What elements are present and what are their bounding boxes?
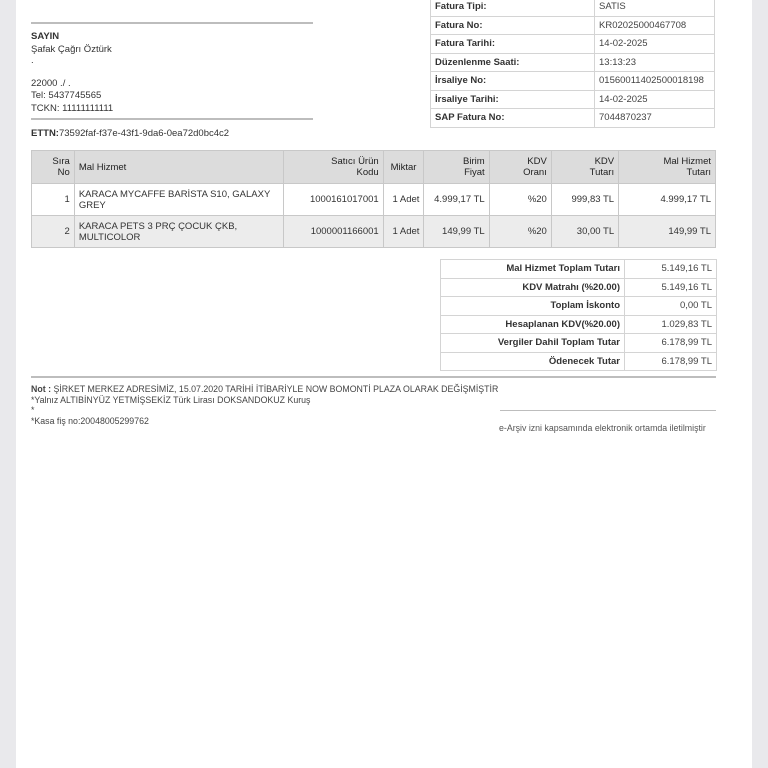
col-header-satici-kodu: Satıcı Ürün Kodu: [283, 151, 383, 184]
item-qty: 1 Adet: [383, 216, 424, 248]
meta-key: Düzenlenme Saati:: [431, 53, 595, 72]
meta-key: İrsaliye No:: [431, 72, 595, 91]
meta-row: [431, 53, 715, 72]
note-line: *Yalnız ALTIBİNYÜZ YETMİŞSEKİZ Türk Lirası DOKSANDOKUZ Kuruş: [31, 394, 311, 405]
totals-value: 6.178,99 TL: [625, 334, 717, 353]
totals-value: 5.149,16 TL: [625, 260, 717, 279]
item-no: 2: [32, 216, 75, 248]
totals-key: Ödenecek Tutar: [441, 352, 625, 371]
col-header-kdv-orani: KDV Oranı: [489, 151, 551, 184]
item-name: KARACA MYCAFFE BARİSTA S10, GALAXY GREY: [74, 184, 283, 216]
items-header-row: [32, 151, 716, 184]
item-name: KARACA PETS 3 PRÇ ÇOCUK ÇKB, MULTICOLOR: [74, 216, 283, 248]
meta-row: [431, 35, 715, 54]
item-kdv-amount: 999,83 TL: [551, 184, 618, 216]
totals-key: Toplam İskonto: [441, 297, 625, 316]
ettn-value: 73592faf-f37e-43f1-9da6-0ea72d0bc4c2: [58, 128, 230, 139]
totals-key: Mal Hizmet Toplam Tutarı: [441, 260, 625, 279]
buyer-name: Şafak Çağrı Öztürk: [31, 44, 112, 55]
totals-row: [441, 334, 717, 353]
item-code: 1000161017001: [283, 184, 383, 216]
item-qty: 1 Adet: [383, 184, 424, 216]
invoice-page: [16, 0, 752, 768]
notes-divider: [31, 376, 716, 378]
totals-row: [441, 315, 717, 334]
buyer-divider: [31, 118, 313, 120]
ettn-label: ETTN:: [31, 128, 59, 139]
totals-value: 0,00 TL: [625, 297, 717, 316]
meta-row: [431, 72, 715, 91]
item-unit-price: 4.999,17 TL: [424, 184, 489, 216]
meta-key: Fatura No:: [431, 16, 595, 35]
totals-row: [441, 352, 717, 371]
totals-key: KDV Matrahı (%20.00): [441, 278, 625, 297]
note-text: ŞİRKET MERKEZ ADRESİMİZ, 15.07.2020 TARİHİ İTİBARİYLE NOW BOMONTİ PLAZA OLARAK DEĞİŞMİŞTİR: [51, 384, 499, 394]
item-unit-price: 149,99 TL: [424, 216, 489, 248]
item-code: 1000001166001: [283, 216, 383, 248]
totals-row: [441, 278, 717, 297]
col-header-toplam: Mal Hizmet Tutarı: [619, 151, 716, 184]
buyer-address: 22000 ./ .: [31, 78, 71, 89]
totals-key: Vergiler Dahil Toplam Tutar: [441, 334, 625, 353]
table-row: [32, 184, 716, 216]
meta-value: 7044870237: [595, 109, 715, 128]
meta-value: SATIS: [595, 0, 715, 16]
meta-value: 13:13:23: [595, 53, 715, 72]
signature-line: [500, 410, 716, 411]
meta-key: Fatura Tipi:: [431, 0, 595, 16]
totals-row: [441, 297, 717, 316]
meta-row: [431, 0, 715, 16]
item-total: 4.999,17 TL: [619, 184, 716, 216]
meta-key: SAP Fatura No:: [431, 109, 595, 128]
buyer-sayin: SAYIN: [31, 31, 60, 42]
item-total: 149,99 TL: [619, 216, 716, 248]
meta-value: 14-02-2025: [595, 35, 715, 54]
totals-value: 5.149,16 TL: [625, 278, 717, 297]
meta-value: 01560011402500018198: [595, 72, 715, 91]
totals-table: [440, 259, 717, 371]
buyer-tckn: TCKN: 11111111111: [31, 103, 114, 114]
table-row: [32, 216, 716, 248]
note-line: [31, 384, 498, 395]
note-line: *: [31, 405, 35, 415]
meta-key: Fatura Tarihi:: [431, 35, 595, 54]
totals-value: 6.178,99 TL: [625, 352, 717, 371]
earsiv-text: e-Arşiv izni kapsamında elektronik ortamda iletilmiştir: [499, 423, 706, 433]
totals-key: Hesaplanan KDV(%20.00): [441, 315, 625, 334]
header-divider: [31, 22, 313, 24]
item-kdv-rate: %20: [489, 216, 551, 248]
totals-value: 1.029,83 TL: [625, 315, 717, 334]
col-header-miktar: Miktar: [383, 151, 424, 184]
note-label: Not :: [31, 384, 52, 394]
ettn-line: [31, 128, 229, 139]
meta-row: [431, 90, 715, 109]
meta-key: İrsaliye Tarihi:: [431, 90, 595, 109]
col-header-kdv-tutari: KDV Tutarı: [551, 151, 618, 184]
totals-row: [441, 260, 717, 279]
item-kdv-amount: 30,00 TL: [551, 216, 618, 248]
meta-value: 14-02-2025: [595, 90, 715, 109]
notes-block: [31, 384, 498, 426]
meta-row: [431, 109, 715, 128]
col-header-birim-fiyat: Birim Fiyat: [424, 151, 489, 184]
note-line: *Kasa fiş no:20048005299762: [31, 415, 149, 426]
item-kdv-rate: %20: [489, 184, 551, 216]
meta-row: [431, 16, 715, 35]
buyer-phone: Tel: 5437745565: [31, 90, 102, 101]
items-table: [31, 150, 716, 248]
col-header-sira: Sıra No: [32, 151, 75, 184]
invoice-meta-table: [430, 0, 715, 128]
meta-value: KR02025000467708: [595, 16, 715, 35]
item-no: 1: [32, 184, 75, 216]
col-header-mal-hizmet: Mal Hizmet: [74, 151, 283, 184]
buyer-dot: .: [31, 55, 34, 66]
